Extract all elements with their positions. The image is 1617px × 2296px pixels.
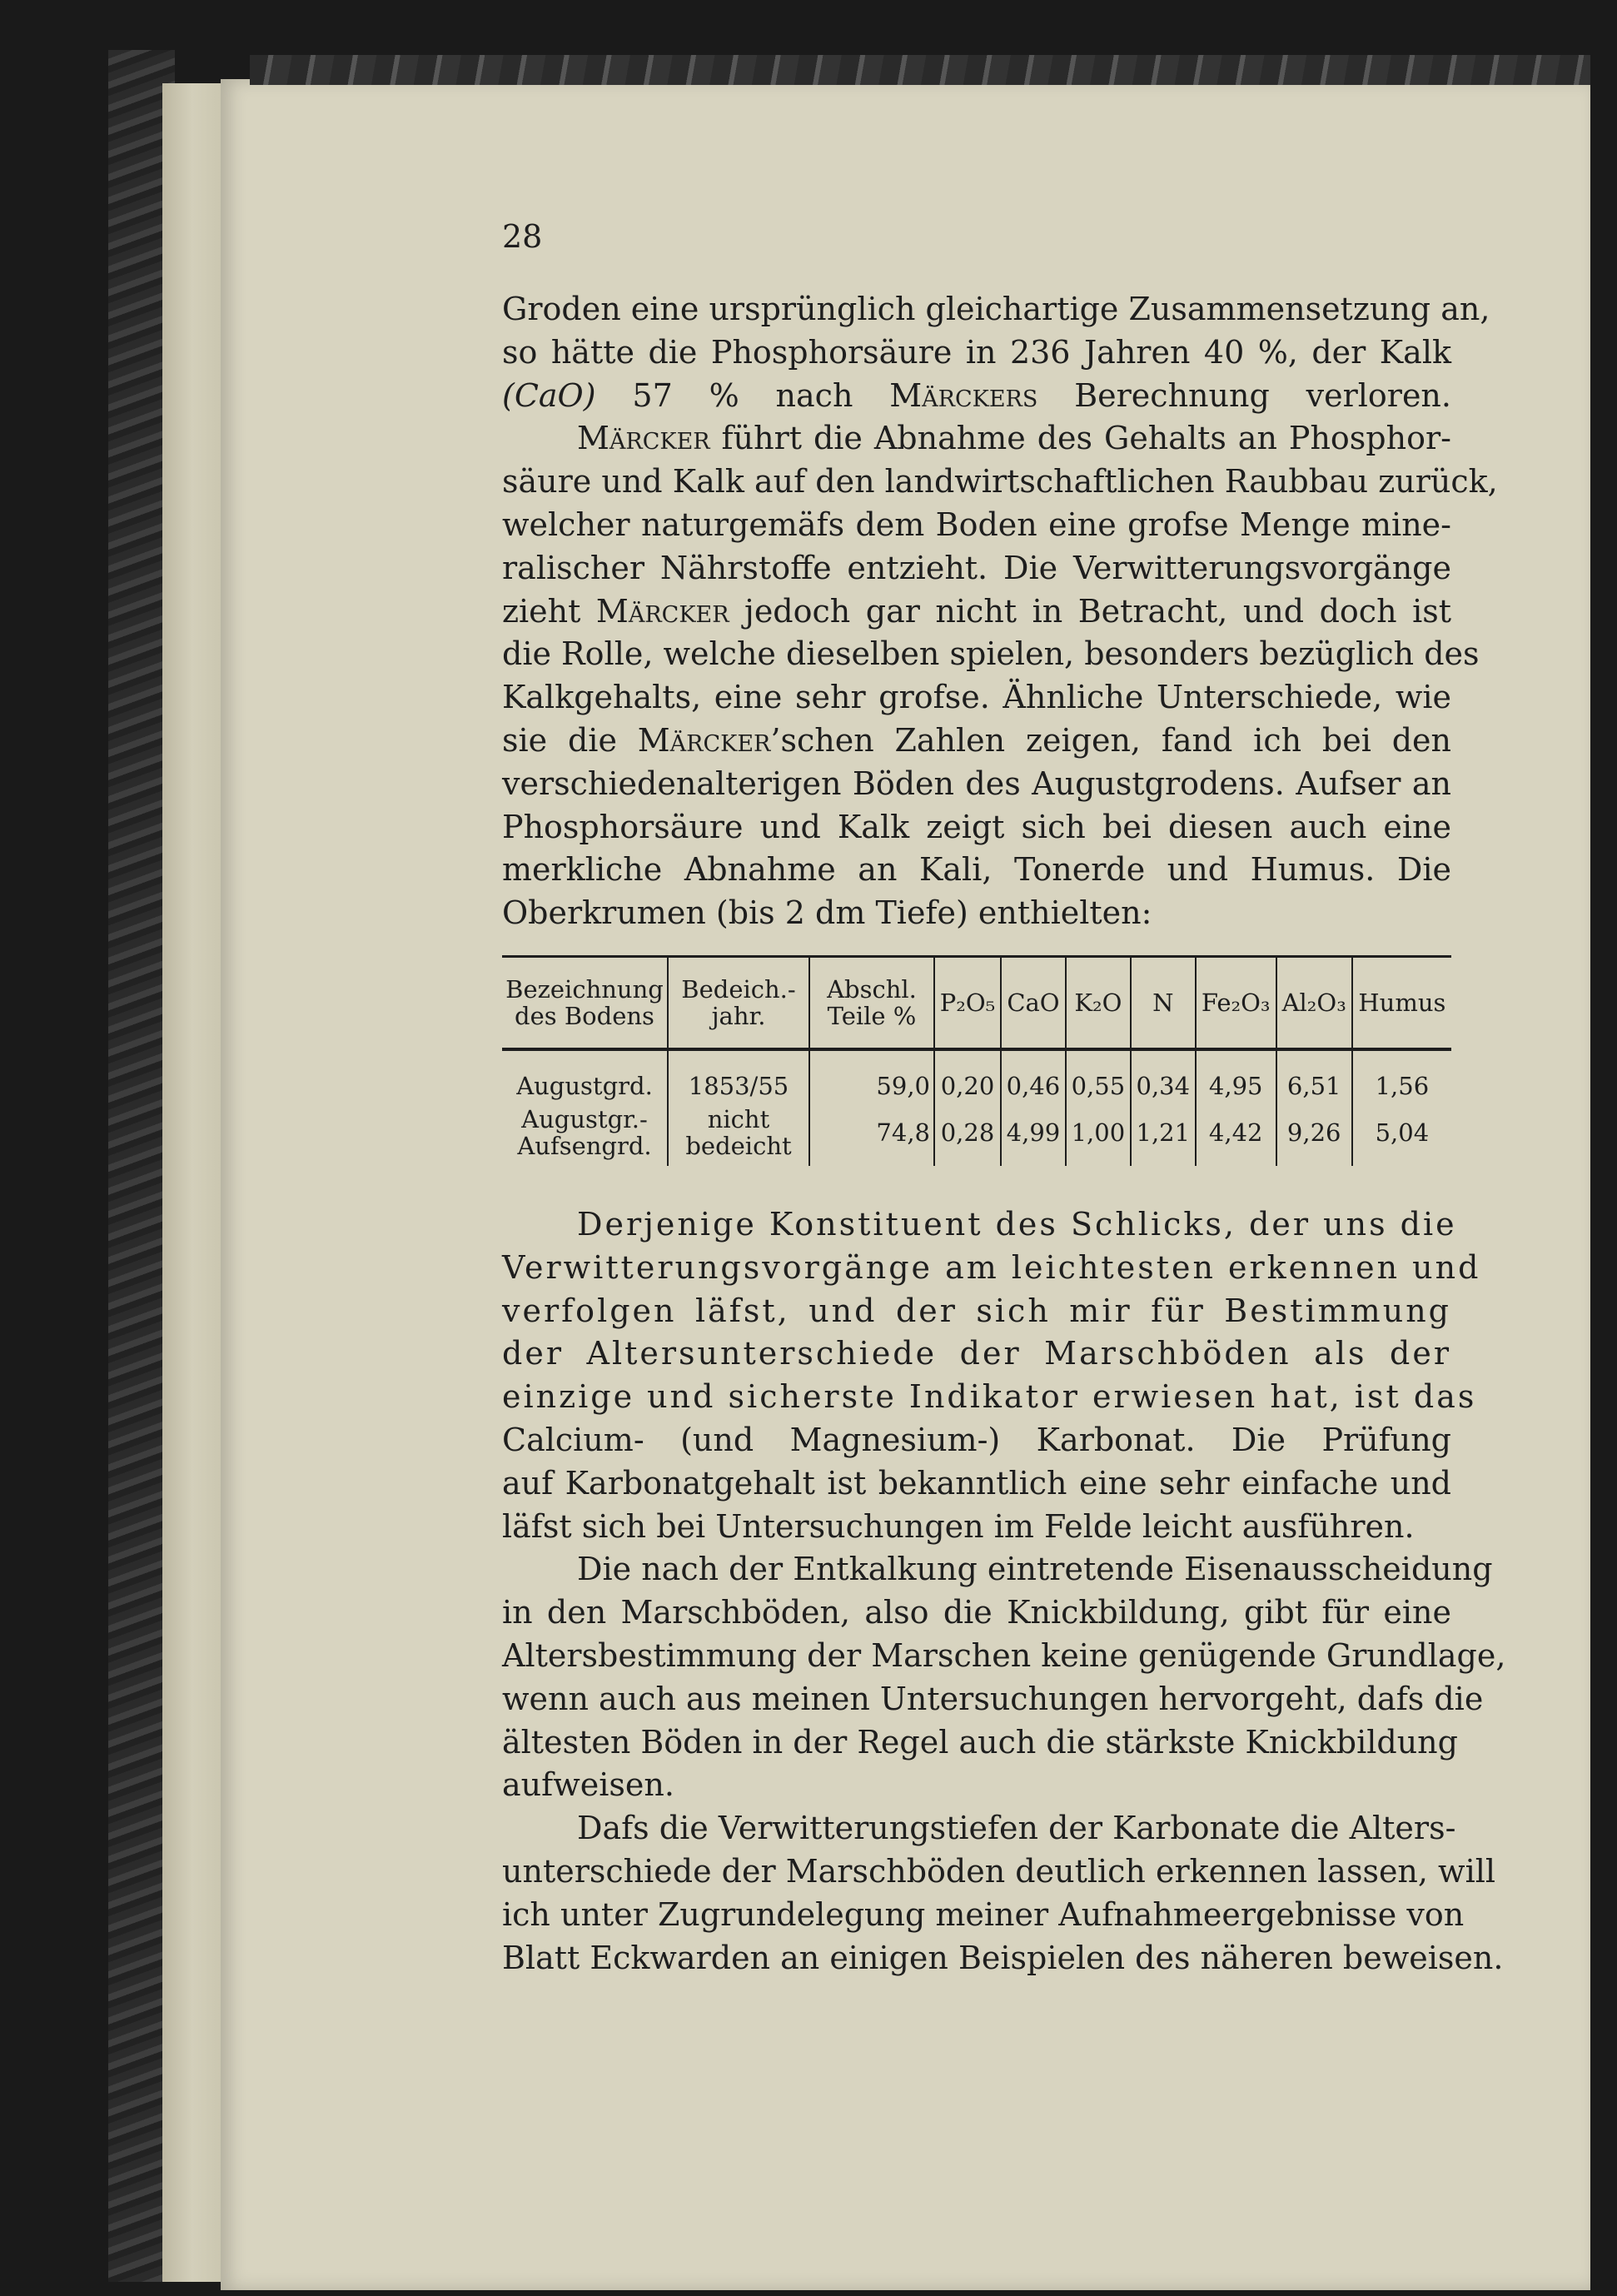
text-line: welcher naturgemäfs dem Boden eine grofse Menge mine- <box>502 506 1451 543</box>
text-line: in den Marschböden, also die Knickbildung, gibt für eine <box>502 1594 1451 1631</box>
text-line: Phosphorsäure und Kalk zeigt sich bei diesen auch eine <box>502 808 1451 845</box>
text-line: säure und Kalk auf den landwirtschaftlichen Raubbau zurück, <box>502 463 1498 501</box>
text-line: Verwitterungsvorgänge am leichtesten erkennen und <box>502 1248 1481 1286</box>
author-name: Märcker <box>595 592 729 630</box>
table-header-row <box>502 957 1451 1050</box>
table-cell: nicht bedeicht <box>668 1099 809 1166</box>
text-line <box>502 375 1451 418</box>
text-line: die Rolle, welche dieselben spielen, besonders bezüglich des <box>502 635 1480 673</box>
table-header: K₂O <box>1066 957 1131 1050</box>
table-cell: 4,99 <box>1001 1099 1066 1166</box>
text-line: läfst sich bei Untersuchungen im Felde leicht ausführen. <box>502 1507 1415 1545</box>
text-line: unterschiede der Marschböden deutlich erkennen lassen, will <box>502 1852 1496 1890</box>
table-cell: 0,20 <box>934 1049 1001 1099</box>
table-header: N <box>1131 957 1196 1050</box>
text-line: Oberkrumen (bis 2 dm Tiefe) enthielten: <box>502 894 1152 932</box>
text-line <box>502 720 1451 763</box>
table-cell: 0,55 <box>1066 1049 1131 1099</box>
text-run: sie die <box>502 721 638 759</box>
author-name: Märcker <box>637 721 771 759</box>
table-cell: 5,04 <box>1352 1099 1451 1166</box>
text-line: wenn auch aus meinen Untersuchungen hervorgeht, dafs die <box>502 1680 1484 1717</box>
text-line <box>502 417 1451 461</box>
text-line: auf Karbonatgehalt ist bekanntlich eine sehr einfache und <box>502 1464 1451 1502</box>
text-line: einzige und sicherste Indikator erwiesen hat, ist das <box>502 1378 1477 1416</box>
table-cell: 74,8 <box>809 1099 934 1166</box>
author-name: Märckers <box>889 376 1038 414</box>
table-header: Abschl. Teile % <box>809 957 934 1050</box>
text-line: Kalkgehalts, eine sehr grofse. Ähnliche Unterschiede, wie <box>502 679 1451 716</box>
text-line: Altersbestimmung der Marschen keine genügende Grundlage, <box>502 1636 1506 1674</box>
formula: (CaO) <box>502 376 596 414</box>
text-line <box>502 590 1451 634</box>
text-line: Groden eine ursprünglich gleichartige Zusammensetzung an, <box>502 291 1490 327</box>
table-header: P₂O₅ <box>934 957 1001 1050</box>
table-header: Bezeichnung des Bodens <box>505 975 664 1030</box>
text-run: ’schen Zahlen zeigen, fand ich bei den <box>770 721 1451 759</box>
table-header: Humus <box>1352 957 1451 1050</box>
table-header: Al₂O₃ <box>1276 957 1352 1050</box>
page-number: 28 <box>502 218 543 255</box>
table-cell: 59,0 <box>809 1049 934 1099</box>
table-cell: 9,26 <box>1276 1099 1352 1166</box>
text-line: Derjenige Konstituent des Schlicks, der uns die <box>577 1206 1457 1243</box>
table-header: Fe₂O₃ <box>1196 957 1276 1050</box>
text-line: Calcium- (und Magnesium-) Karbonat. Die Prüfung <box>502 1421 1451 1458</box>
table-header: Bedeich.-jahr. <box>668 957 809 1050</box>
text-line: so hätte die Phosphorsäure in 236 Jahren 40 %, der Kalk <box>502 333 1451 371</box>
text-line: Dafs die Verwitterungstiefen der Karbonate die Alters- <box>577 1810 1456 1847</box>
text-run: 57 % nach <box>595 376 890 414</box>
table-cell: 4,95 <box>1196 1049 1276 1099</box>
table-header: CaO <box>1001 957 1066 1050</box>
text-line: verschiedenalterigen Böden des Augustgrodens. Aufser an <box>502 765 1451 802</box>
table-cell: 0,34 <box>1131 1049 1196 1099</box>
table-cell: 6,51 <box>1276 1049 1352 1099</box>
text-line: verfolgen läfst, und der sich mir für Bestimmung <box>502 1292 1451 1329</box>
table-row <box>502 1049 1451 1099</box>
text-line: ralischer Nährstoffe entzieht. Die Verwitterungsvorgänge <box>502 549 1451 586</box>
table-cell: 1,21 <box>1131 1099 1196 1166</box>
soil-analysis-table <box>502 955 1451 1166</box>
table-cell: 0,46 <box>1001 1049 1066 1099</box>
table-cell: 0,28 <box>934 1099 1001 1166</box>
table-row <box>502 1099 1451 1166</box>
text-line: Die nach der Entkalkung eintretende Eisenausscheidung <box>577 1551 1493 1588</box>
book-top-edge <box>250 55 1590 85</box>
table-cell: 1,00 <box>1066 1099 1131 1166</box>
table-cell: 1853/55 <box>668 1049 809 1099</box>
text-line: Blatt Eckwarden an einigen Beispielen des näheren beweisen. <box>502 1939 1504 1976</box>
text-line: der Altersunterschiede der Marschböden als der <box>502 1335 1451 1372</box>
text-run: führt die Abnahme des Gehalts an Phosphor- <box>709 420 1451 457</box>
table-cell: 4,42 <box>1196 1099 1276 1166</box>
text-top <box>502 288 1498 935</box>
table-cell: 1,56 <box>1352 1049 1451 1099</box>
text-line: aufweisen. <box>502 1766 674 1804</box>
text-bottom <box>502 1203 1506 1980</box>
text-run: Berechnung verloren. <box>1037 376 1451 414</box>
table-cell: Augustgrd. <box>516 1072 653 1100</box>
author-name: Märcker <box>577 420 710 457</box>
table-cell: Augustgr.- Aufsengrd. <box>517 1105 652 1160</box>
text-line: ich unter Zugrundelegung meiner Aufnahmeergebnisse von <box>502 1895 1465 1933</box>
text-run: zieht <box>502 592 596 630</box>
text-line: merkliche Abnahme an Kali, Tonerde und Humus. Die <box>502 851 1451 889</box>
text-run: jedoch gar nicht in Betracht, und doch ist <box>729 592 1451 630</box>
text-line: ältesten Böden in der Regel auch die stärkste Knickbildung <box>502 1723 1458 1761</box>
